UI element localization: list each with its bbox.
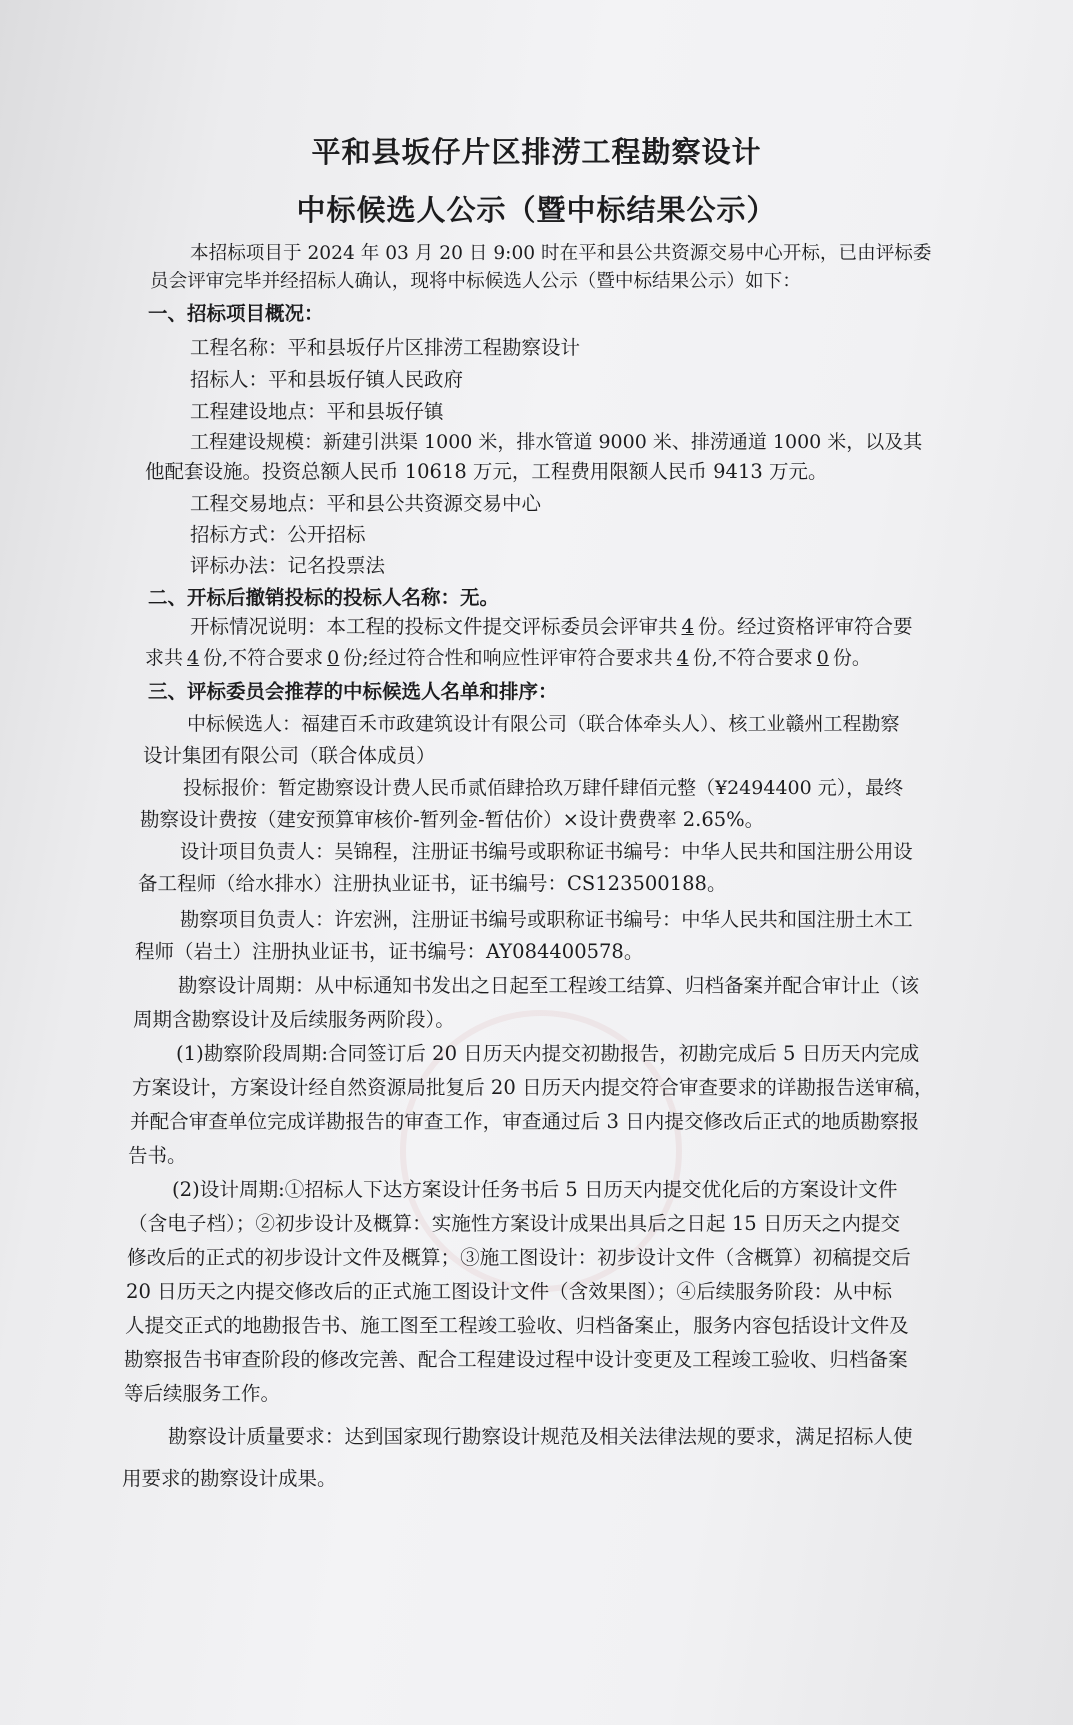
survey-stage-line-2: 方案设计，方案设计经自然资源局批复后 20 日历天内提交符合审查要求的详勘报告送审稿， [132,1076,934,1099]
design-manager-line-1: 设计项目负责人：吴锦程，注册证书编号或职称证书编号：中华人民共和国注册公用设 [180,840,913,863]
evaluation-method: 评标办法：记名投票法 [190,554,386,577]
design-period-line-1: 勘察设计周期：从中标通知书发出之日起至工程竣工结算、归档备案并配合审计止（该 [178,974,920,997]
intro-line-1: 本招标项目于 2024 年 03 月 20 日 9:00 时在平和县公共资源交易中心开标，已由评标委 [190,243,932,264]
bid-price-line-1: 投标报价：暂定勘察设计费人民币贰佰肆拾玖万肆仟肆佰元整（¥2494400 元），最终 [183,777,904,799]
design-cycle-line-3: 修改后的正式的初步设计文件及概算；③施工图设计：初步设计文件（含概算）初稿提交后 [127,1246,911,1269]
design-manager-line-2: 备工程师（给水排水）注册执业证书，证书编号：CS123500188。 [138,872,727,895]
candidate-line-1: 中标候选人：福建百禾市政建筑设计有限公司（联合体牵头人）、核工业赣州工程勘察 [187,713,900,735]
opening-note-line-1: 开标情况说明：本工程的投标文件提交评标委员会评审共 4 份。经过资格评审符合要 [190,615,913,638]
blank-noncompliant-count: 0 [816,647,829,669]
section3-heading: 三、评标委员会推荐的中标候选人名单和排序： [148,680,558,703]
construction-scale-line-1: 工程建设规模：新建引洪渠 1000 米，排水管道 9000 米、排涝通道 1000 米，以及其 [190,431,923,453]
tender-method: 招标方式：公开招标 [190,523,366,546]
blank-unqualified-count: 0 [327,647,340,669]
intro-line-2: 员会评审完毕并经招标人确认，现将中标候选人公示（暨中标结果公示）如下： [150,271,801,292]
section1-heading: 一、招标项目概况： [148,302,324,325]
quality-line-2: 用要求的勘察设计成果。 [122,1467,337,1490]
design-cycle-line-6: 勘察报告书审查阶段的修改完善、配合工程建设过程中设计变更及工程竣工验收、归档备案 [124,1348,908,1371]
project-name: 工程名称：平和县坂仔片区排涝工程勘察设计 [190,336,581,359]
trading-site: 工程交易地点：平和县公共资源交易中心 [190,492,542,515]
title-line-2: 中标候选人公示（暨中标结果公示） [296,193,777,227]
design-period-line-2: 周期含勘察设计及后续服务两阶段）。 [133,1008,455,1031]
construction-scale-line-2: 他配套设施。投资总额人民币 10618 万元，工程费用限额人民币 9413 万元。 [145,460,828,483]
candidate-line-2: 设计集团有限公司（联合体成员） [143,744,436,767]
opening-note-line-2: 求共 4 份,不符合要求 0 份;经过符合性和响应性评审符合要求共 4 份,不符合要求 0 份。 [145,647,871,669]
design-cycle-line-5: 人提交正式的地勘报告书、施工图至工程竣工验收、归档备案止，服务内容包括设计文件及 [125,1314,909,1337]
quality-line-1: 勘察设计质量要求：达到国家现行勘察设计规范及相关法律法规的要求，满足招标人使 [168,1425,913,1448]
design-cycle-line-4: 20 日历天之内提交修改后的正式施工图设计文件（含效果图）；④后续服务阶段：从中标 [126,1280,892,1303]
blank-qualified-count: 4 [187,647,200,669]
blank-total-count: 4 [681,615,694,638]
design-cycle-line-2: （含电子档）；②初步设计及概算：实施性方案设计成果出具后之日起 15 日历天之内提交 [128,1212,901,1235]
design-cycle-line-1: (2)设计周期:①招标人下达方案设计任务书后 5 日历天内提交优化后的方案设计文件 [172,1178,898,1201]
survey-stage-line-3: 并配合审查单位完成详勘报告的审查工作，审查通过后 3 日内提交修改后正式的地质勘察报 [130,1110,920,1133]
survey-manager-line-1: 勘察项目负责人：许宏洲，注册证书编号或职称证书编号：中华人民共和国注册土木工 [180,908,913,931]
bid-price-line-2: 勘察设计费按（建安预算审核价-暂列金-暂估价）×设计费费率 2.65%。 [140,808,765,831]
survey-stage-line-4: 告书。 [128,1144,187,1167]
survey-stage-line-1: (1)勘察阶段周期:合同签订后 20 日历天内提交初勘报告，初勘完成后 5 日历天内完成 [176,1042,920,1065]
survey-manager-line-2: 程师（岩土）注册执业证书，证书编号：AY084400578。 [135,940,644,963]
section2-heading: 二、开标后撤销投标的投标人名称：无。 [148,586,500,609]
design-cycle-line-7: 等后续服务工作。 [124,1382,281,1405]
construction-site: 工程建设地点：平和县坂仔镇 [190,400,444,423]
blank-compliant-count: 4 [676,647,689,669]
title-line-1: 平和县坂仔片区排涝工程勘察设计 [311,135,762,169]
tenderer: 招标人：平和县坂仔镇人民政府 [190,368,464,391]
